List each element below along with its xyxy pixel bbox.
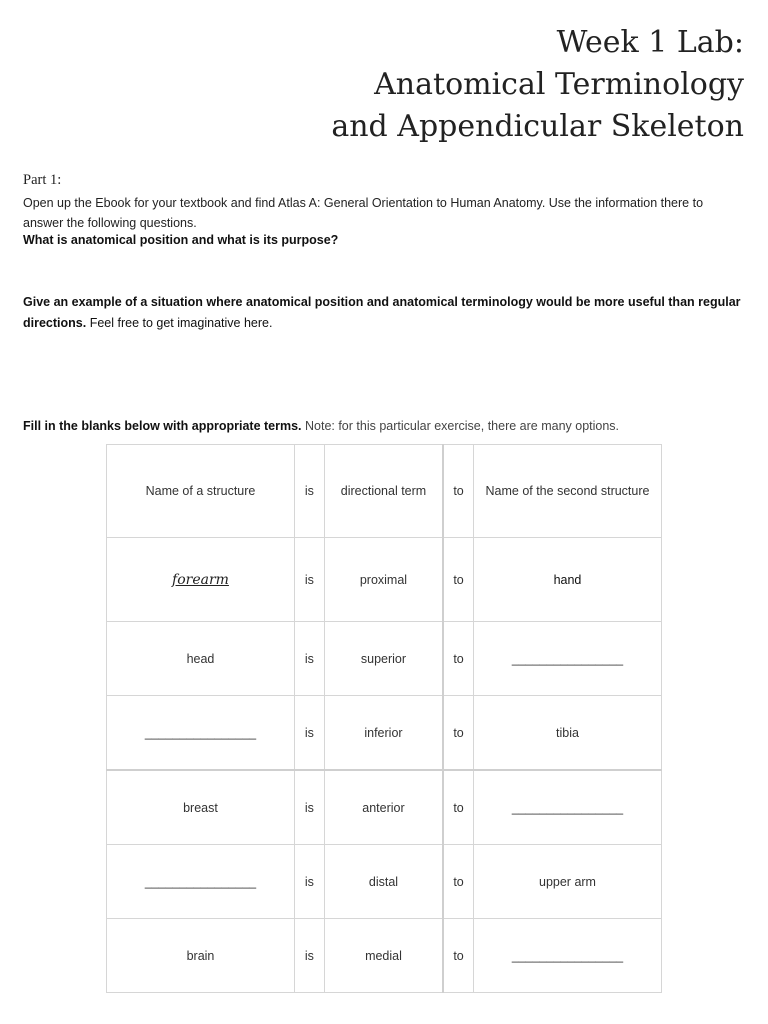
cell-directional-term: distal [324, 845, 443, 919]
cell-second-structure: upper arm [473, 845, 661, 919]
handwritten-answer: forearm [172, 571, 229, 588]
cell-directional-term: proximal [324, 538, 443, 622]
header-directional-term: directional term [324, 445, 443, 538]
cell-is: is [294, 770, 324, 845]
question-example-note: Feel free to get imaginative here. [86, 316, 273, 330]
document-title [331, 22, 744, 148]
cell-directional-term: anterior [324, 770, 443, 845]
cell-directional-term: superior [324, 622, 443, 696]
cell-second-structure-blank[interactable]: ________________ [473, 622, 661, 696]
question-example [23, 292, 743, 334]
table-row [107, 696, 662, 771]
header-to: to [443, 445, 473, 538]
part-label: Part 1: [23, 172, 62, 188]
fill-blanks-note: Note: for this particular exercise, there are many options. [301, 419, 620, 433]
cell-structure-blank[interactable]: ________________ [107, 696, 295, 771]
terminology-table [106, 444, 662, 993]
table-row [107, 622, 662, 696]
cell-to: to [443, 696, 473, 771]
cell-structure: head [107, 622, 295, 696]
cell-second-structure-blank[interactable]: ________________ [473, 770, 661, 845]
title-line-3: and Appendicular Skeleton [331, 109, 744, 144]
cell-second-structure: hand [473, 538, 661, 622]
question-fill-blanks [23, 419, 619, 433]
title-line-2: Anatomical Terminology [374, 67, 744, 102]
cell-is: is [294, 845, 324, 919]
title-line-1: Week 1 Lab: [556, 25, 744, 60]
cell-second-structure-blank[interactable]: ________________ [473, 919, 661, 993]
cell-to: to [443, 622, 473, 696]
cell-structure: breast [107, 770, 295, 845]
cell-to: to [443, 538, 473, 622]
cell-to: to [443, 919, 473, 993]
cell-is: is [294, 696, 324, 771]
header-second-structure: Name of the second structure [473, 445, 661, 538]
cell-structure: brain [107, 919, 295, 993]
cell-structure[interactable] [107, 538, 295, 622]
cell-to: to [443, 845, 473, 919]
cell-structure-blank[interactable]: ________________ [107, 845, 295, 919]
header-is: is [294, 445, 324, 538]
cell-directional-term: medial [324, 919, 443, 993]
cell-directional-term: inferior [324, 696, 443, 771]
table-header-row [107, 445, 662, 538]
table-row [107, 538, 662, 622]
header-structure: Name of a structure [107, 445, 295, 538]
cell-is: is [294, 919, 324, 993]
table-row [107, 770, 662, 845]
table-row [107, 919, 662, 993]
fill-blanks-instruction: Fill in the blanks below with appropriate terms. [23, 419, 302, 433]
cell-is: is [294, 622, 324, 696]
table-row [107, 845, 662, 919]
cell-second-structure: tibia [473, 696, 661, 771]
intro-paragraph: Open up the Ebook for your textbook and find Atlas A: General Orientation to Human Anatomy. Use the information there to answer the following questions. [23, 196, 704, 230]
cell-to: to [443, 770, 473, 845]
question-example-bold: Give an example of a situation where anatomical position and anatomical terminology would be more useful than regular directions. [23, 295, 741, 330]
cell-is: is [294, 538, 324, 622]
question-anatomical-position: What is anatomical position and what is its purpose? [23, 233, 339, 247]
